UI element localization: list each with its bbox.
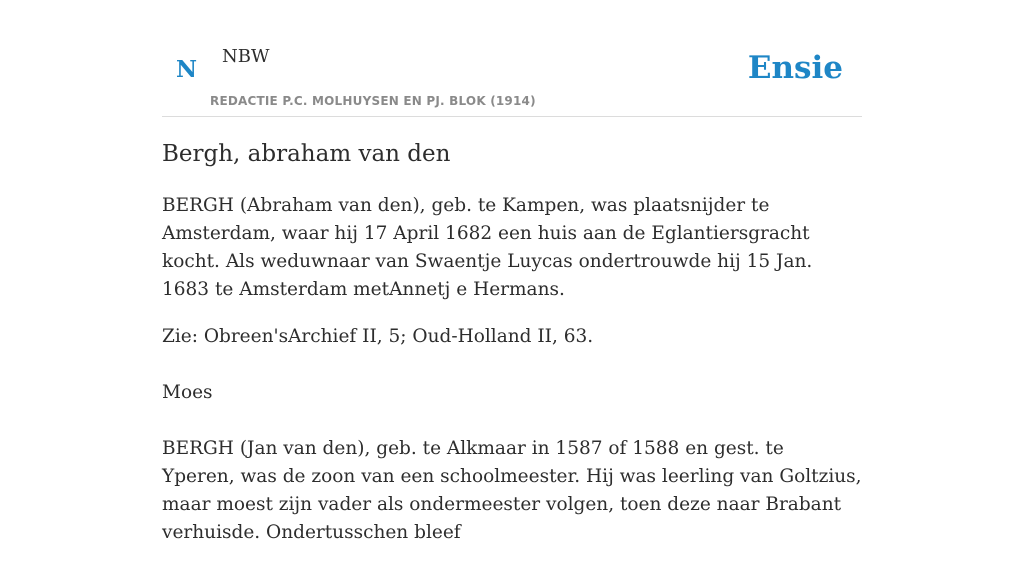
page-header xyxy=(162,0,862,117)
source-subtitle: REDACTIE P.C. MOLHUYSEN EN PJ. BLOK (1914) xyxy=(210,94,536,108)
article-title: Bergh, abraham van den xyxy=(162,141,451,167)
brand-logo-link[interactable]: Ensie xyxy=(747,50,843,86)
article-content xyxy=(162,138,862,566)
article-paragraph: BERGH (Jan van den), geb. te Alkmaar in 1587 of 1588 en gest. te Yperen, was de zoon van een schoolmeester. Hij was leerling van Goltzius, maar moest zijn vader als ondermeester volgen, toen deze naar Brabant verhuisde. Ondertusschen bleef xyxy=(162,438,862,543)
article-reference: Zie: Obreen'sArchief II, 5; Oud-Holland II, 63. xyxy=(162,326,594,347)
source-logo-link[interactable]: N xyxy=(176,56,198,83)
article-author: Moes xyxy=(162,382,213,403)
article-paragraph: BERGH (Abraham van den), geb. te Kampen, was plaatsnijder te Amsterdam, waar hij 17 April 1682 een huis aan de Eglantiersgracht kocht. Als weduwnaar van Swaentje Luycas ondertrouwde hij 15 Jan. 1683 te Amsterdam metAnnetj e Hermans. xyxy=(162,195,813,300)
source-name: NBW xyxy=(222,46,270,67)
